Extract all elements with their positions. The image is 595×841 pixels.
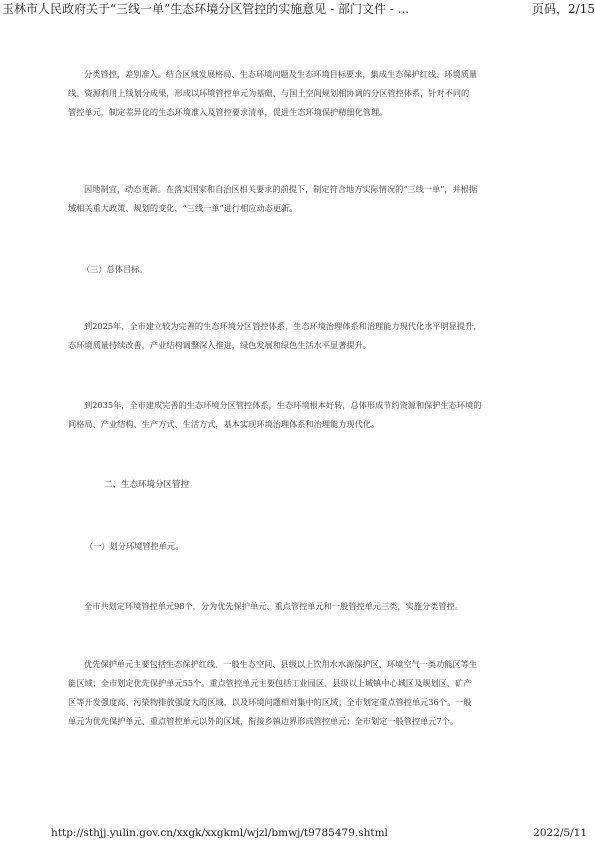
paragraph-line: 因地制宜，动态更新。在落实国家和自治区相关要求的前提下，制定符合地方实际情况的“三线一单”，并根据: [84, 184, 478, 194]
page-number: 页码，2/15: [532, 2, 595, 16]
paragraph-line: 全市共划定环境管控单元98个，分为优先保护单元、重点管控单元和一般管控单元三类，实施分类管控。: [84, 601, 463, 611]
print-date: 2022/5/11: [533, 827, 587, 839]
section-heading: 二、生态环境分区管控: [104, 480, 190, 490]
page-footer: [0, 826, 595, 840]
source-url: http://sthjj.yulin.gov.cn/xxgk/xxgkml/wjzl/bmwj/t9785479.shtml: [51, 827, 388, 839]
paragraph-line: 管控单元，制定差异化的生态环境准入及管控要求清单，促进生态环境保护精细化管理。: [68, 107, 388, 117]
paragraph-line: 优先保护单元主要包括生态保护红线、一般生态空间、县级以上饮用水水源保护区、环境空气一类功能区等生: [84, 659, 478, 669]
document-title: 玉林市人民政府关于“三线一单”生态环境分区管控的实施意见 - 部门文件 - ...: [2, 2, 410, 16]
paragraph-unit-count: [68, 597, 595, 616]
paragraph-line: 态环境质量持续改善，产业结构调整深入推进，绿色发展和绿色生活水平显著提升。: [68, 340, 371, 350]
paragraph-line: 区等开发强度高、污染物排放强度大的区域，以及环境问题相对集中的区域；全市划定重点管控单元36个。一般: [68, 697, 472, 707]
paragraph-goal-2025: [68, 317, 595, 355]
paragraph-principle-dynamic-update: [68, 180, 595, 218]
paragraph-line: 能区域；全市划定优先保护单元55个。重点管控单元主要包括工业园区、县级以上城镇中心城区及规划区、矿产: [68, 678, 472, 688]
paragraph-goal-2035: [68, 396, 595, 434]
paragraph-line: 到2025年，全市建立较为完善的生态环境分区管控体系，生态环境治理体系和治理能力现代化水平明显提升，: [84, 321, 482, 331]
subheading-overall-goal: （三）总体目标。: [82, 264, 148, 274]
paragraph-line: 域相关重大政策、规划的变化，“三线一单”进行相应动态更新。: [68, 203, 298, 213]
paragraph-line: 分类管控，差别准入。结合区域发展格局、生态环境问题及生态环境目标要求，集成生态保护红线、环境质量: [84, 69, 478, 79]
paragraph-line: 到2035年，全市建成完善的生态环境分区管控体系，生态环境根本好转，总体形成节约资源和保护生态环境的: [84, 400, 482, 410]
paragraph-line: 间格局、产业结构、生产方式、生活方式，基本实现环境治理体系和治理能力现代化。: [68, 419, 380, 429]
paragraph-unit-types: [68, 655, 595, 731]
subheading-control-units: （一）划分环境管控单元。: [85, 541, 184, 551]
paragraph-line: 线、资源利用上线划分成果，形成以环境管控单元为基础、与国土空间规划相协调的分区管控体系，针对不同的: [68, 88, 470, 98]
paragraph-principle-classified-control: [68, 65, 595, 122]
paragraph-line: 单元为优先保护单元、重点管控单元以外的区域，衔接乡镇边界形成管控单元；全市划定一般管控单元7个。: [68, 716, 459, 726]
